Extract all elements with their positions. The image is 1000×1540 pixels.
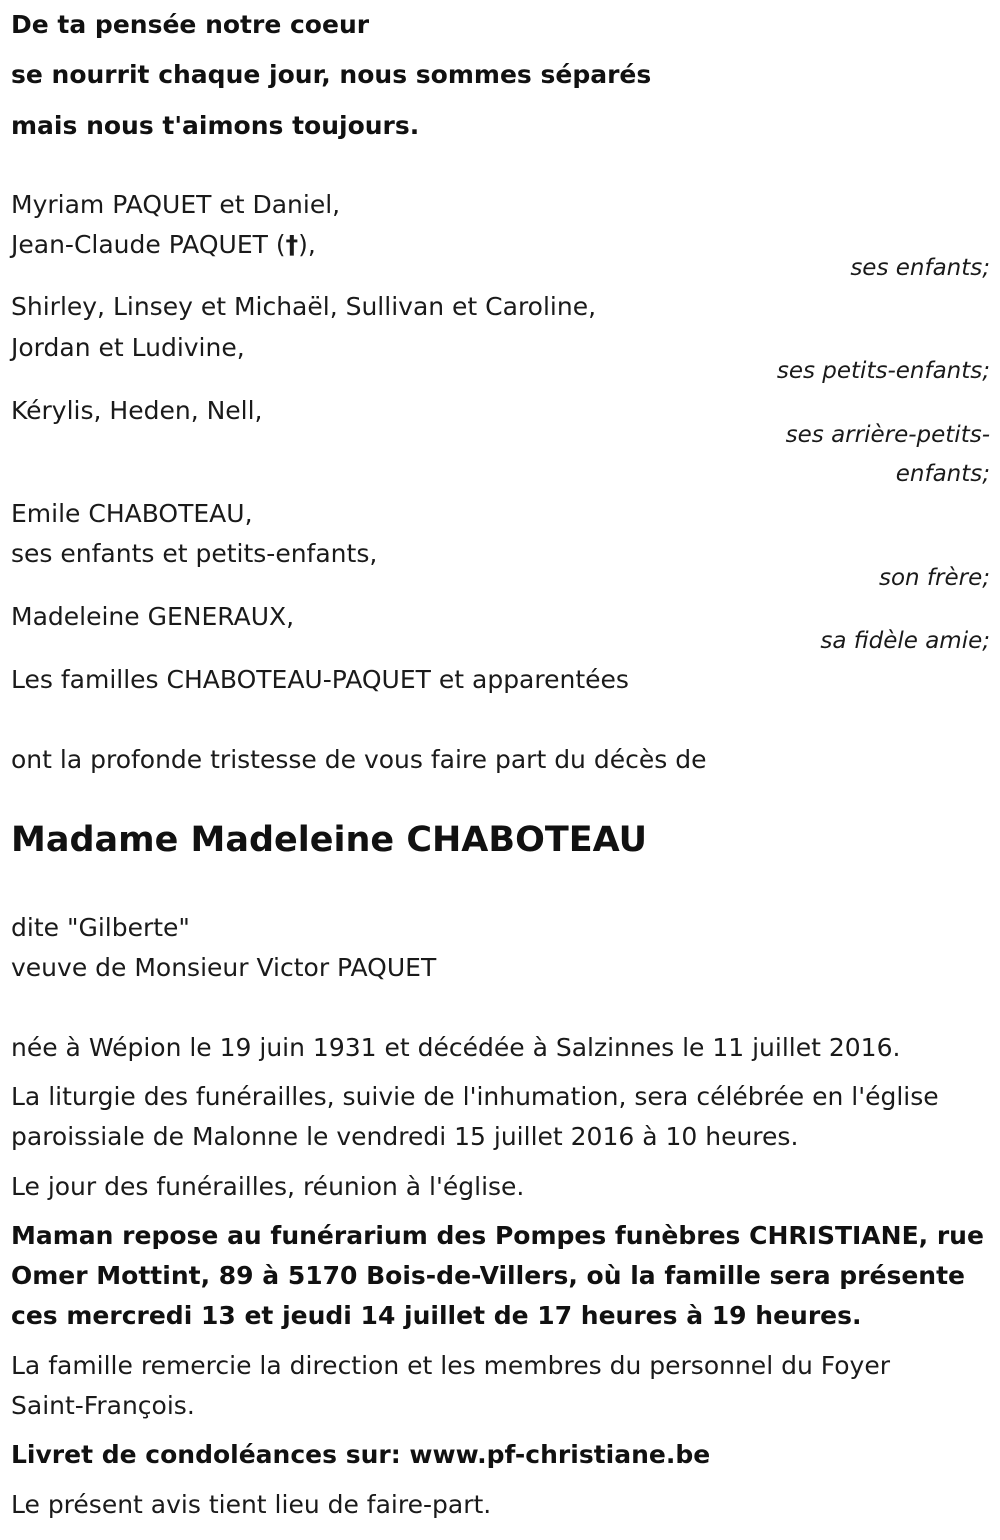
poem-line-3: mais nous t'aimons toujours. xyxy=(11,111,420,140)
brother-role: son frère; xyxy=(878,565,990,591)
liturgy-line-2: paroissiale de Malonne le vendredi 15 juillet 2016 à 10 heures. xyxy=(11,1122,799,1151)
announcement: ont la profonde tristesse de vous faire part du décès de xyxy=(11,745,707,774)
grandchildren-role: ses petits-enfants; xyxy=(776,358,990,384)
greatgrandchildren-role-line-2: enfants; xyxy=(895,461,990,487)
families-line: Les familles CHABOTEAU-PAQUET et apparentées xyxy=(11,665,629,694)
thanks-line-1: La famille remercie la direction et les membres du personnel du Foyer xyxy=(11,1351,890,1380)
greatgrandchildren-role-line-1: ses arrière-petits- xyxy=(785,422,990,448)
friend-role: sa fidèle amie; xyxy=(820,628,990,654)
poem-line-2: se nourrit chaque jour, nous sommes séparés xyxy=(11,60,652,89)
thanks-line-2: Saint-François. xyxy=(11,1391,195,1420)
cross-icon: † xyxy=(285,230,299,259)
rest-line-3: ces mercredi 13 et jeudi 14 juillet de 17 heures à 19 heures. xyxy=(11,1301,862,1330)
notice: Le présent avis tient lieu de faire-part. xyxy=(11,1490,492,1519)
children-line-2 xyxy=(11,230,316,260)
meeting: Le jour des funérailles, réunion à l'église. xyxy=(11,1172,525,1201)
widow-of: veuve de Monsieur Victor PAQUET xyxy=(11,953,437,982)
poem-line-1: De ta pensée notre coeur xyxy=(11,10,370,39)
children-role: ses enfants; xyxy=(850,255,990,281)
friend-line: Madeleine GENERAUX, xyxy=(11,602,295,631)
greatgrandchildren-line: Kérylis, Heden, Nell, xyxy=(11,396,263,425)
children-line-1: Myriam PAQUET et Daniel, xyxy=(11,190,341,219)
rest-line-2: Omer Mottint, 89 à 5170 Bois-de-Villers, où la famille sera présente xyxy=(11,1261,966,1290)
nickname: dite "Gilberte" xyxy=(11,913,190,942)
birth-death: née à Wépion le 19 juin 1931 et décédée à Salzinnes le 11 juillet 2016. xyxy=(11,1033,901,1062)
brother-line-2: ses enfants et petits-enfants, xyxy=(11,539,378,568)
grandchildren-line-2: Jordan et Ludivine, xyxy=(11,333,245,362)
rest-line-1: Maman repose au funérarium des Pompes funèbres CHRISTIANE, rue xyxy=(11,1221,984,1250)
condolences-link: Livret de condoléances sur: www.pf-christiane.be xyxy=(11,1440,711,1469)
grandchildren-line-1: Shirley, Linsey et Michaël, Sullivan et Caroline, xyxy=(11,292,597,321)
deceased-name: Madame Madeleine CHABOTEAU xyxy=(11,820,648,860)
children-line-2-prefix: Jean-Claude PAQUET ( xyxy=(11,230,286,259)
liturgy-line-1: La liturgie des funérailles, suivie de l'inhumation, sera célébrée en l'église xyxy=(11,1082,939,1111)
children-line-2-suffix: ), xyxy=(298,230,316,259)
brother-line-1: Emile CHABOTEAU, xyxy=(11,499,253,528)
